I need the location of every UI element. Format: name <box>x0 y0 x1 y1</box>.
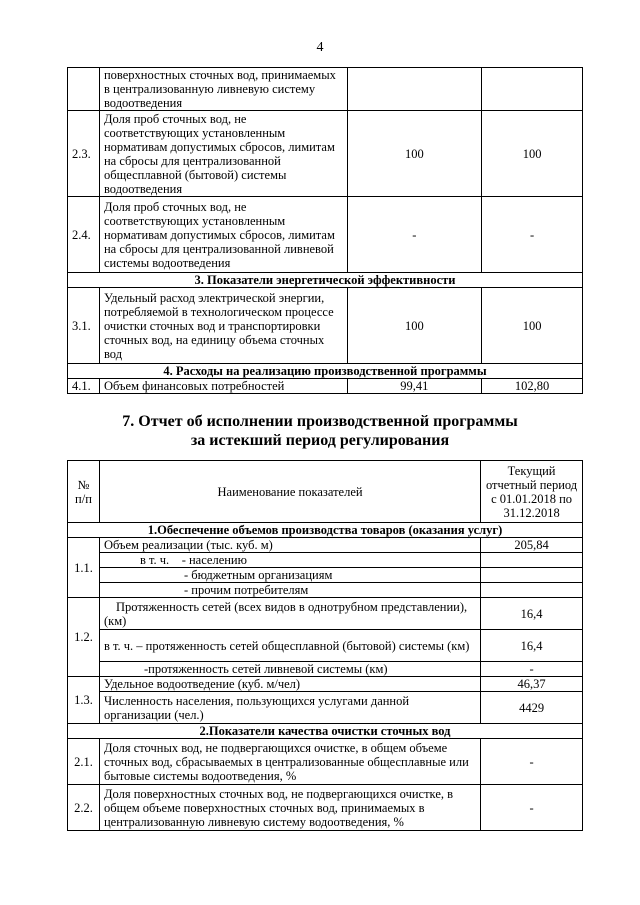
indicator-value <box>481 583 583 598</box>
row-number: 2.1. <box>68 739 100 785</box>
value-actual: 102,80 <box>482 379 583 394</box>
column-header-number: № п/п <box>68 461 100 523</box>
indicator-name: Объем финансовых потребностей <box>99 379 347 394</box>
row-number <box>68 68 100 111</box>
table-row <box>68 598 583 630</box>
page-number: 4 <box>316 40 324 55</box>
value-plan: 100 <box>347 288 482 364</box>
table-header-row <box>68 461 583 523</box>
indicator-name: - бюджетным организациям <box>99 568 480 583</box>
section-title: 4. Расходы на реализацию производственной программы <box>68 364 583 379</box>
table-row <box>68 662 583 677</box>
value-plan <box>347 68 482 111</box>
table-row <box>68 568 583 583</box>
indicator-value: 16,4 <box>481 630 583 662</box>
indicator-name: Доля проб сточных вод, не соответствующих установленным нормативам допустимых сбросов, лимитам на сбросы для централизованной ливневой системы водоотведения <box>99 197 347 273</box>
table-row <box>68 583 583 598</box>
indicator-value: - <box>481 785 583 831</box>
column-header-period: Текущий отчетный период с 01.01.2018 по 31.12.2018 <box>481 461 583 523</box>
row-number: 3.1. <box>68 288 100 364</box>
table-row <box>68 111 583 197</box>
section-header <box>68 724 583 739</box>
indicator-name: поверхностных сточных вод, принимаемых в централизованную ливневую систему водоотведения <box>99 68 347 111</box>
indicators-table-continued <box>67 67 583 394</box>
section-header <box>68 273 583 288</box>
row-number: 1.2. <box>68 598 100 677</box>
report-table <box>67 460 583 831</box>
section-header <box>68 523 583 538</box>
row-number: 2.4. <box>68 197 100 273</box>
indicator-name: Протяженность сетей (всех видов в однотрубном представлении), (км) <box>99 598 480 630</box>
table-row <box>68 197 583 273</box>
indicator-subrow <box>99 553 480 568</box>
table-row <box>68 692 583 724</box>
report-heading-line2: за истекший период регулирования <box>190 432 450 449</box>
table-row <box>68 68 583 111</box>
row-number: 2.2. <box>68 785 100 831</box>
table-row <box>68 677 583 692</box>
value-actual <box>482 68 583 111</box>
indicator-value: 205,84 <box>481 538 583 553</box>
section-title: 1.Обеспечение объемов производства товаров (оказания услуг) <box>68 523 583 538</box>
value-plan: 100 <box>347 111 482 197</box>
section-title: 2.Показатели качества очистки сточных вод <box>68 724 583 739</box>
indicator-name: - прочим потребителям <box>99 583 480 598</box>
indicator-value: 46,37 <box>481 677 583 692</box>
indicator-value <box>481 553 583 568</box>
indicator-name: Доля поверхностных сточных вод, не подвергающихся очистке, в общем объеме поверхностных сточных вод, принимаемых в централизованную ливневую систему водоотведения, % <box>99 785 480 831</box>
indicator-name: Удельное водоотведение (куб. м/чел) <box>99 677 480 692</box>
row-number: 4.1. <box>68 379 100 394</box>
table-row <box>68 739 583 785</box>
table-row <box>68 379 583 394</box>
indicator-value: - <box>481 739 583 785</box>
indicator-name: Объем реализации (тыс. куб. м) <box>99 538 480 553</box>
indicator-name: в т. ч. – протяженность сетей общесплавной (бытовой) системы (км) <box>99 630 480 662</box>
indicator-name: - населению <box>181 553 247 567</box>
row-number: 1.3. <box>68 677 100 724</box>
section-title: 3. Показатели энергетической эффективности <box>68 273 583 288</box>
table-row <box>68 785 583 831</box>
indicator-name: -протяженность сетей ливневой системы (км) <box>99 662 480 677</box>
report-heading-line1: 7. Отчет об исполнении производственной программы <box>122 413 518 430</box>
column-header-name: Наименование показателей <box>99 461 480 523</box>
value-actual: 100 <box>482 288 583 364</box>
value-actual: - <box>482 197 583 273</box>
indicator-name: Доля сточных вод, не подвергающихся очистке, в общем объеме сточных вод, сбрасываемых в централизованные общесплавные или бытовые системы водоотведения, % <box>99 739 480 785</box>
indicator-name: Удельный расход электрической энергии, потребляемой в технологическом процессе очистки сточных вод и транспортировки сточных вод, на единицу объема сточных вод <box>99 288 347 364</box>
value-plan: - <box>347 197 482 273</box>
value-actual: 100 <box>482 111 583 197</box>
row-number: 1.1. <box>68 538 100 598</box>
value-plan: 99,41 <box>347 379 482 394</box>
indicator-value: 16,4 <box>481 598 583 630</box>
indicator-name: Доля проб сточных вод, не соответствующих установленным нормативам допустимых сбросов, лимитам на сбросы для централизованной общесплавной (бытовой) системы водоотведения <box>99 111 347 197</box>
table-row <box>68 538 583 553</box>
indicator-value: - <box>481 662 583 677</box>
row-number: 2.3. <box>68 111 100 197</box>
table-row <box>68 288 583 364</box>
indicator-value <box>481 568 583 583</box>
table-row <box>68 630 583 662</box>
table-row <box>68 553 583 568</box>
section-header <box>68 364 583 379</box>
subrow-prefix: в т. ч. <box>139 553 170 567</box>
indicator-value: 4429 <box>481 692 583 724</box>
indicator-name: Численность населения, пользующихся услугами данной организации (чел.) <box>99 692 480 724</box>
